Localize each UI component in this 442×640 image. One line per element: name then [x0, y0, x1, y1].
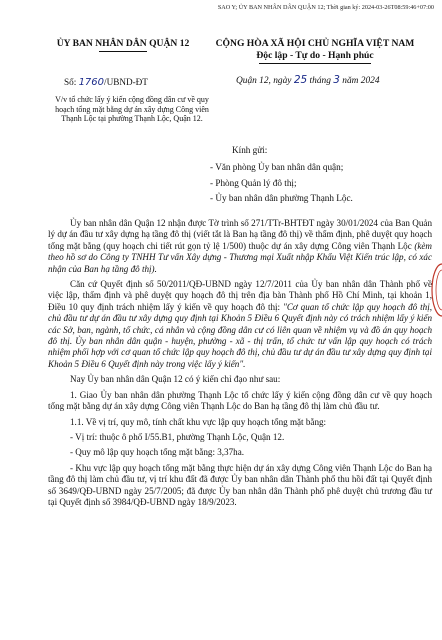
paragraph-legal-basis: [48, 279, 432, 370]
recipient-item: - Ủy ban nhân dân phường Thạnh Lộc.: [210, 193, 353, 203]
greeting: Kính gửi:: [232, 145, 268, 155]
date-month: 3: [333, 74, 340, 86]
paragraph-text: Ủy ban nhân dân Quận 12 nhận được Tờ trình số 271/TTr-BHTĐT ngày 30/01/2024 của Ban Quản lý dự án đầu tư xây dựng hạ tầng đô thị (viết tắt là Ban hạ tầng đô thị) về thẩm định, phê duyệt quy hoạch tổng mặt bằng (quy hoạch chi tiết rút gọn tỷ lệ 1/500) thuộc dự án xây dựng Công viên Thạnh Lộc: [48, 218, 433, 251]
doc-number-suffix: /UBND-ĐT: [104, 77, 148, 87]
digital-copy-stamp: SAO Y; ỦY BAN NHÂN DÂN QUẬN 12; Thời gian ký: 2024-03-26T08:59:46+07:00: [217, 4, 434, 11]
doc-number-prefix: Số:: [64, 77, 77, 87]
country-name: CỘNG HÒA XÃ HỘI CHỦ NGHĨA VIỆT NAM: [215, 38, 415, 49]
document-date: [236, 74, 380, 86]
paragraph-quote: "Cơ quan tổ chức lập quy hoạch đô thị, chủ đầu tư dự án đầu tư xây dựng quy định tại Khoản 5 Điều 6 Quyết định này có trách nhiệm lấy ý kiến các Sở, ban, ngành, tổ chức, cá nhân và cộng đồng dân cư có liên quan về nhiệm vụ và đồ án quy hoạch đô thị. Ủy ban nhân dân quận - huyện, phường - xã - thị trấn, tổ chức tư vấn lập quy hoạch có trách nhiệm phối hợp với cơ quan tổ chức lập quy hoạch đô thị, chủ đầu tư dự án đầu tư xây dựng quy định tại Khoản 5 Điều 6 Quyết định này trong việc lấy ý kiến".: [48, 301, 432, 369]
red-margin-stamp: [431, 262, 442, 318]
date-year: năm 2024: [342, 76, 380, 86]
recipient-item: - Văn phòng Ủy ban nhân dân quận;: [210, 162, 344, 172]
paragraph-item-1-1: 1.1. Về vị trí, quy mô, tính chất khu vực lập quy hoạch tổng mặt bằng:: [70, 416, 327, 427]
paragraph-item-1: 1. Giao Ủy ban nhân dân phường Thạnh Lộc tổ chức lấy ý kiến cộng đồng dân cư về quy hoạch tổng mặt bằng dự án xây dựng Công viên Thạnh Lộc do Ban hạ tầng đô thị làm chủ đầu tư.: [48, 389, 432, 412]
paragraph-request: [48, 218, 432, 275]
paragraph-text: Căn cứ Quyết định số 50/2011/QĐ-UBND ngày 12/7/2011 của Ủy ban nhân dân Thành phố về việc lập, thẩm định và phê duyệt quy hoạch đô thị trên địa bàn Thành phố Hồ Chí Minh, tại khoản 1, Điều 10 quy định trách nhiệm lấy ý kiến về quy hoạch đô thị:: [48, 279, 432, 312]
national-header: [195, 38, 435, 64]
motto-underline: [259, 63, 371, 64]
document-number: [64, 77, 148, 88]
paragraph-scale: - Quy mô lập quy hoạch tổng mặt bằng: 3,37ha.: [70, 447, 245, 458]
national-motto: Độc lập - Tự do - Hạnh phúc: [256, 50, 374, 61]
date-place: Quận 12, ngày: [236, 76, 292, 86]
doc-number-handwritten: 1760: [78, 77, 105, 88]
date-day: 25: [293, 74, 308, 86]
recipient-item: - Phòng Quản lý đô thị;: [210, 177, 297, 188]
paragraph-italic-text: (kèm theo hồ sơ do Công ty TNHH Tư vấn Xây dựng - Thương mại Xuất nhập Khẩu Việt Kiến trúc lập, có xác nhận của Ban hạ tầng đô thị).: [48, 240, 432, 274]
recipient-list: [210, 160, 353, 207]
paragraph-area-note: - Khu vực lập quy hoạch tổng mặt bằng thực hiện dự án xây dựng Công viên Thạnh Lộc do Ban hạ tầng đô thị làm chủ đầu tư, vị trí khu đất đã được Ủy ban nhân dân Thành phố thu hồi đất tại Quyết định số 3649/QĐ-UBND ngày 25/7/2005; đã được Ủy ban nhân dân Thành phố phê duyệt chủ trương đầu tư tại Quyết định số 3984/QĐ-UBND ngày 18/9/2023.: [48, 462, 432, 507]
agency-header: [48, 38, 198, 52]
agency-underline: [99, 51, 147, 52]
date-month-label: tháng: [309, 76, 331, 86]
agency-name: ỦY BAN NHÂN DÂN QUẬN 12: [56, 38, 190, 49]
document-body: [48, 218, 432, 512]
paragraph-location: - Vị trí: thuộc ô phố I/55.B1, phường Thạnh Lộc, Quận 12.: [70, 431, 285, 442]
paragraph-directive-intro: Nay Ủy ban nhân dân Quận 12 có ý kiến chỉ đạo như sau:: [70, 374, 281, 385]
subject-line: V/v tổ chức lấy ý kiến cộng đồng dân cư về quy hoạch tổng mặt bằng dự án xây dựng Công viên Thạnh Lộc tại phường Thạnh Lộc, Quận 12.: [55, 95, 209, 124]
